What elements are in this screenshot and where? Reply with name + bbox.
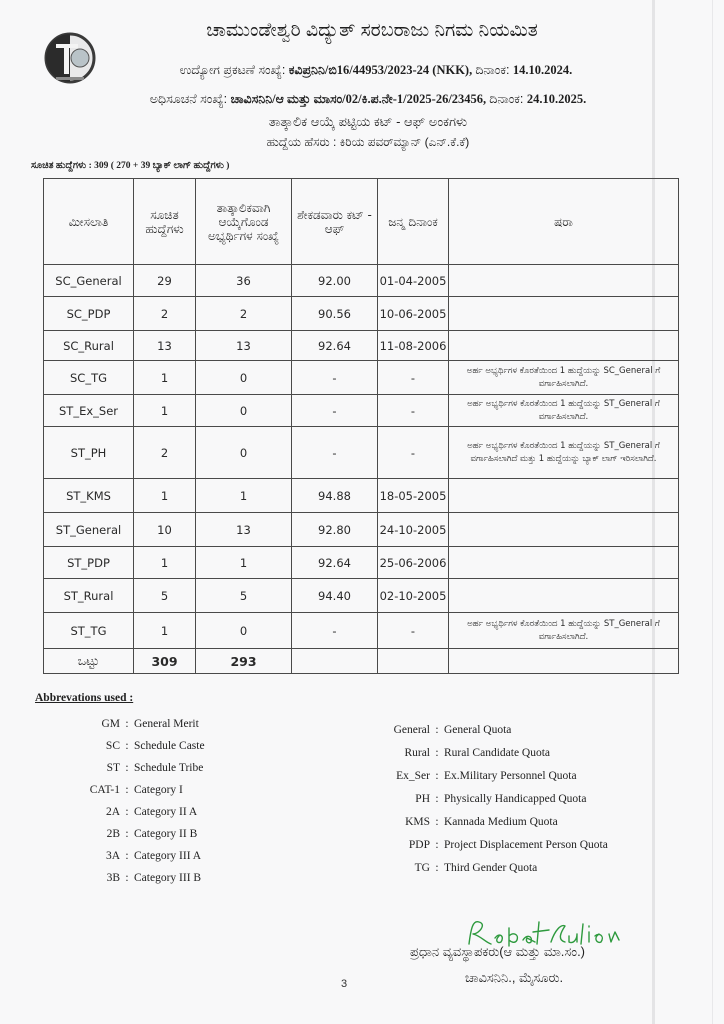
cell-category: ST_PDP [44, 547, 134, 579]
table-row [44, 395, 679, 427]
cell-dob: 25-06-2006 [378, 547, 449, 579]
table-row [44, 265, 679, 297]
abbreviation-key: General [393, 724, 430, 736]
abbreviation-value: Category II B [134, 828, 198, 840]
notification-number: ಚಾವಿಸನಿನಿ/ಆ ಮತ್ತು ಮಾಸಂ/02/ಕಿ.ಪ.ನೇ-1/2025-26/23456, [230, 92, 490, 106]
cell-remarks: ಅರ್ಹ ಅಭ್ಯರ್ಥಿಗಳ ಕೊರತೆಯಿಂದ 1 ಹುದ್ದೆಯನ್ನು SC_General ಗೆ ವರ್ಗಾಹಿಸಲಾಗಿದೆ. [449, 361, 679, 395]
abbreviation-value: Project Displacement Person Quota [444, 839, 608, 851]
cell-cutoff: - [292, 613, 378, 649]
cell-cutoff: - [292, 361, 378, 395]
abbreviation-key: 3B [106, 872, 120, 884]
cell-selected: 1 [196, 547, 292, 579]
cell-dob: 01-04-2005 [378, 265, 449, 297]
abbreviation-key: TG [414, 862, 430, 874]
abbreviation-item: SC : Schedule Caste [35, 740, 205, 752]
cell-category: ST_PH [44, 427, 134, 479]
cell-empty [449, 649, 679, 674]
abbreviation-value: Ex.Military Personnel Quota [444, 770, 577, 782]
cell-posts: 1 [134, 479, 196, 513]
table-row [44, 579, 679, 613]
table-total-row [44, 649, 679, 674]
abbreviation-value: Category III B [134, 872, 202, 884]
abbreviation-value: General Quota [444, 724, 512, 736]
abbreviation-item: 2A : Category II A [35, 806, 197, 818]
abbreviation-key: PDP [408, 839, 430, 851]
column-header-category: ಮೀಸಲಾತಿ [44, 179, 134, 265]
abbreviation-value: Category I [134, 784, 183, 796]
recruitment-notice-line [14, 63, 724, 78]
abbreviation-item: PH : Physically Handicapped Quota [340, 793, 586, 805]
abbreviation-key: PH [415, 793, 430, 805]
abbreviation-key: 2A [105, 806, 120, 818]
table-row [44, 613, 679, 649]
notified-posts-note: ಸೂಚಿತ ಹುದ್ದೆಗಳು : 309 ( 270 + 39 ಬ್ಯಾಕ್ ಲಾಗ್ ಹುದ್ದೆಗಳು ) [31, 161, 230, 171]
cell-dob: - [378, 361, 449, 395]
cell-cutoff: 90.56 [292, 297, 378, 331]
abbreviation-item: ST : Schedule Tribe [35, 762, 203, 774]
abbreviation-item: GM : General Merit [35, 718, 199, 730]
total-label: ಒಟ್ಟು [44, 649, 134, 674]
cell-dob: 24-10-2005 [378, 513, 449, 547]
cell-selected: 0 [196, 427, 292, 479]
notification-date-label: ದಿನಾಂಕ: [489, 92, 527, 106]
cell-remarks [449, 513, 679, 547]
column-header-cutoff-percent: ಶೇಕಡವಾರು ಕಟ್ - ಆಫ್ [292, 179, 378, 265]
table-row [44, 513, 679, 547]
abbreviation-item: KMS : Kannada Medium Quota [340, 816, 558, 828]
column-header-notified-posts: ಸೂಚಿತ ಹುದ್ದೆಗಳು [134, 179, 196, 265]
abbreviation-value: Kannada Medium Quota [444, 816, 558, 828]
cell-remarks: ಅರ್ಹ ಅಭ್ಯರ್ಥಿಗಳ ಕೊರತೆಯಿಂದ 1 ಹುದ್ದೆಯನ್ನು ST_General ಗೆ ವರ್ಗಾಹಿಸಲಾಗಿದೆ. [449, 613, 679, 649]
signatory-office: ಚಾವಿಸನಿನಿ., ಮೈಸೂರು. [465, 970, 564, 985]
cell-dob: 11-08-2006 [378, 331, 449, 361]
cell-selected: 0 [196, 395, 292, 427]
cell-category: ST_General [44, 513, 134, 547]
recruitment-notice-label: ಉದ್ಯೋಗ ಪ್ರಕಟಣೆ ಸಂಖ್ಯೆ: [179, 63, 289, 77]
cell-cutoff: 92.64 [292, 547, 378, 579]
recruitment-date: 14.10.2024. [512, 63, 573, 77]
cell-remarks: ಅರ್ಹ ಅಭ್ಯರ್ಥಿಗಳ ಕೊರತೆಯಿಂದ 1 ಹುದ್ದೆಯನ್ನು ST_General ಗೆ ವರ್ಗಾಹಿಸಲಾಗಿದೆ. [449, 395, 679, 427]
abbreviation-value: Category III A [134, 850, 202, 862]
cell-category: ST_Rural [44, 579, 134, 613]
cell-category: SC_TG [44, 361, 134, 395]
cell-category: ST_Ex_Ser [44, 395, 134, 427]
cell-selected: 0 [196, 613, 292, 649]
cell-dob: 18-05-2005 [378, 479, 449, 513]
abbreviation-value: Schedule Tribe [134, 762, 204, 774]
cell-cutoff: - [292, 427, 378, 479]
recruitment-date-label: ದಿನಾಂಕ: [475, 63, 513, 77]
table-row [44, 427, 679, 479]
column-header-selected-count: ತಾತ್ಕಾಲಿಕವಾಗಿ ಆಯ್ಕೆಗೊಂಡ ಅಭ್ಯರ್ಥಿಗಳ ಸಂಖ್ಯೆ [196, 179, 292, 265]
cell-dob: 10-06-2005 [378, 297, 449, 331]
cell-posts: 2 [134, 297, 196, 331]
cutoff-table [43, 178, 679, 674]
cell-dob: - [378, 395, 449, 427]
table-row [44, 297, 679, 331]
abbreviation-key: 2B [106, 828, 120, 840]
cell-dob: 02-10-2005 [378, 579, 449, 613]
cell-posts: 1 [134, 547, 196, 579]
cell-selected: 36 [196, 265, 292, 297]
cell-posts: 1 [134, 361, 196, 395]
column-header-date-of-birth: ಜನ್ಮ ದಿನಾಂಕ [378, 179, 449, 265]
cell-selected: 13 [196, 513, 292, 547]
cell-cutoff: 94.40 [292, 579, 378, 613]
total-selected: 293 [196, 649, 292, 674]
cell-dob: - [378, 613, 449, 649]
notification-date: 24.10.2025. [526, 92, 587, 106]
abbreviation-item: 2B : Category II B [35, 828, 197, 840]
column-header-remarks: ಷರಾ [449, 179, 679, 265]
abbreviation-key: Rural [404, 747, 430, 759]
abbreviation-item: 3B : Category III B [35, 872, 201, 884]
table-row [44, 547, 679, 579]
abbreviation-item: General : General Quota [340, 724, 511, 736]
abbreviation-key: GM [101, 718, 120, 730]
abbreviation-value: General Merit [134, 718, 199, 730]
cell-remarks [449, 479, 679, 513]
cell-posts: 29 [134, 265, 196, 297]
abbreviation-item: CAT-1 : Category I [35, 784, 183, 796]
abbreviation-key: Ex_Ser [396, 770, 430, 782]
table-row [44, 479, 679, 513]
abbreviation-value: Category II A [134, 806, 198, 818]
cell-selected: 5 [196, 579, 292, 613]
post-name: ಹುದ್ದೆಯ ಹೆಸರು : ಕಿರಿಯ ಪವರ್‌ಮ್ಯಾನ್ (ಎನ್.ಕೆ.ಕೆ) [266, 135, 470, 149]
cell-category: ST_KMS [44, 479, 134, 513]
list-title: ತಾತ್ಕಾಲಿಕ ಆಯ್ಕೆ ಪಟ್ಟಿಯ ಕಟ್ - ಆಫ್ ಅಂಕಗಳು [268, 114, 468, 129]
cell-selected: 0 [196, 361, 292, 395]
abbreviation-value: Rural Candidate Quota [444, 747, 551, 759]
cell-category: SC_General [44, 265, 134, 297]
cell-category: SC_Rural [44, 331, 134, 361]
cell-empty [378, 649, 449, 674]
cell-remarks: ಅರ್ಹ ಅಭ್ಯರ್ಥಿಗಳ ಕೊರತೆಯಿಂದ 1 ಹುದ್ದೆಯನ್ನು ST_General ಗೆ ವರ್ಗಾಹಿಸಲಾಗಿದೆ ಮತ್ತು 1 ಹುದ್ದೆಯನ್ನು ಬ್ಯಾಕ್ ಲಾಗ್ ಇರಿಸಲಾಗಿದೆ. [449, 427, 679, 479]
cell-category: SC_PDP [44, 297, 134, 331]
cell-cutoff: 92.80 [292, 513, 378, 547]
cell-posts: 1 [134, 613, 196, 649]
cell-selected: 2 [196, 297, 292, 331]
abbreviation-value: Schedule Caste [134, 740, 205, 752]
cell-remarks [449, 297, 679, 331]
table-row [44, 331, 679, 361]
abbreviation-value: Third Gender Quota [444, 862, 538, 874]
abbreviation-item: 3A : Category III A [35, 850, 201, 862]
notification-label: ಅಧಿಸೂಚನೆ ಸಂಖ್ಯೆ: [149, 92, 231, 106]
scan-artifact-line [712, 0, 713, 1024]
cell-remarks [449, 547, 679, 579]
abbreviation-item: PDP : Project Displacement Person Quota [340, 839, 608, 851]
cell-posts: 5 [134, 579, 196, 613]
cell-category: ST_TG [44, 613, 134, 649]
signatory-title: ಪ್ರಧಾನ ವ್ಯವಸ್ಥಾಪಕರು(ಆ ಮತ್ತು ಮಾ.ಸಂ.) [410, 944, 586, 959]
abbreviation-key: KMS [405, 816, 430, 828]
abbreviation-value: Physically Handicapped Quota [444, 793, 587, 805]
table-header-row [44, 179, 679, 265]
cell-selected: 1 [196, 479, 292, 513]
abbreviation-item: Rural : Rural Candidate Quota [340, 747, 550, 759]
abbreviation-key: ST [106, 762, 120, 774]
cell-remarks [449, 265, 679, 297]
total-posts: 309 [134, 649, 196, 674]
cell-cutoff: - [292, 395, 378, 427]
cell-posts: 10 [134, 513, 196, 547]
cell-remarks [449, 331, 679, 361]
abbreviation-key: CAT-1 [89, 784, 120, 796]
notification-line [6, 92, 724, 107]
cell-cutoff: 94.88 [292, 479, 378, 513]
abbreviation-key: SC [105, 740, 120, 752]
organization-name: ಚಾಮುಂಡೇಶ್ವರಿ ವಿದ್ಯುತ್ ಸರಬರಾಜು ನಿಗಮ ನಿಯಮಿತ [206, 20, 538, 41]
abbreviation-item: Ex_Ser : Ex.Military Personnel Quota [340, 770, 577, 782]
page-number: 3 [341, 978, 348, 990]
abbreviation-item: TG : Third Gender Quota [340, 862, 537, 874]
cell-cutoff: 92.00 [292, 265, 378, 297]
cell-cutoff: 92.64 [292, 331, 378, 361]
cell-selected: 13 [196, 331, 292, 361]
cell-posts: 13 [134, 331, 196, 361]
cell-empty [292, 649, 378, 674]
table-row [44, 361, 679, 395]
abbreviation-key: 3A [105, 850, 120, 862]
abbreviations-title: Abbrevations used : [35, 692, 134, 704]
recruitment-notice-number: ಕವಿಪ್ರನಿನಿ/ಬಿ16/44953/2023-24 (NKK), [288, 63, 476, 77]
cell-remarks [449, 579, 679, 613]
cell-posts: 1 [134, 395, 196, 427]
cell-posts: 2 [134, 427, 196, 479]
cell-dob: - [378, 427, 449, 479]
